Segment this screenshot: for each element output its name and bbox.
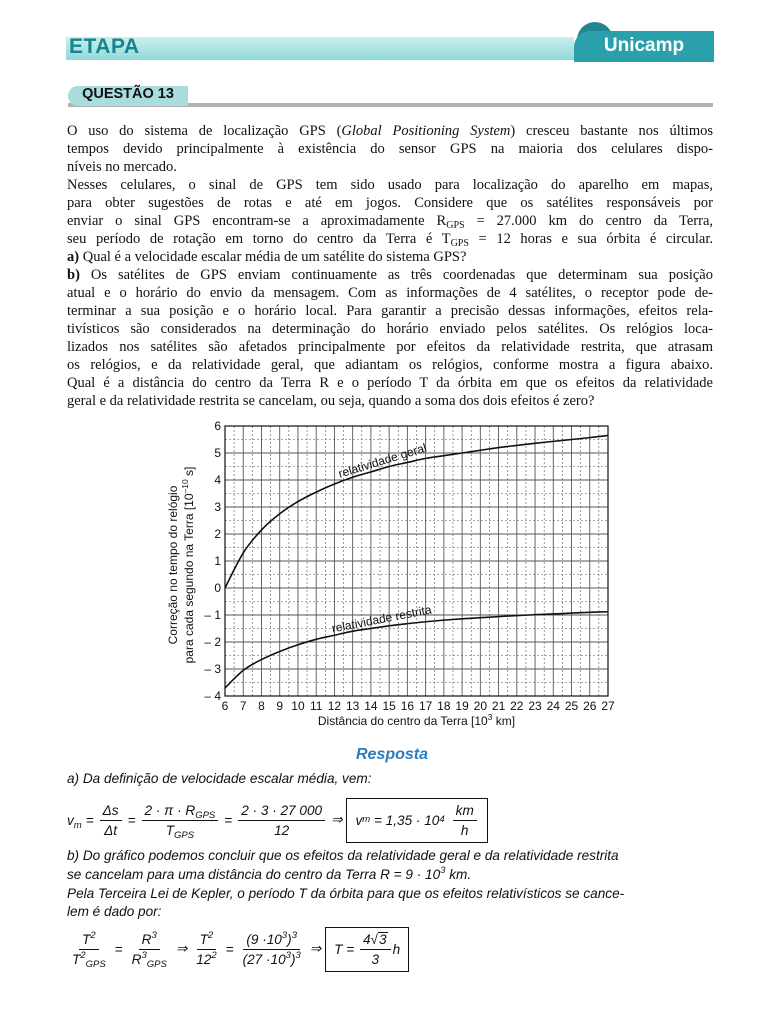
x-tick-label: 19	[455, 699, 469, 713]
fraction-denominator: 3	[371, 951, 380, 967]
fraction-denominator	[193, 950, 219, 968]
formula-exponent: 2	[80, 949, 86, 961]
x-tick-label: 22	[510, 699, 524, 713]
statement-line: tempos devido principalmente à existência do sensor GPS na maioria dos celulares dispo-	[67, 141, 713, 157]
y-axis-label-line2	[180, 467, 196, 664]
x-tick-label: 10	[291, 699, 305, 713]
x-tick-label: 12	[327, 699, 342, 713]
statement-line	[67, 122, 713, 140]
x-axis-label	[318, 712, 515, 728]
statement-line: para obter sugestões de rotas e até em jogos. Considere que os satélites responsáveis por	[67, 195, 713, 211]
formula-equals: =	[85, 812, 94, 828]
formula-subscript: GPS	[195, 809, 216, 821]
statement-italic-term: Global Positioning System	[341, 123, 511, 139]
y-tick-label: 3	[214, 500, 221, 514]
statement-line	[67, 230, 713, 248]
question-statement	[67, 122, 713, 410]
formula-text: 2 · π · R	[144, 802, 196, 818]
answer-b-line: lem é dado por:	[67, 904, 162, 919]
answer-text: km.	[445, 867, 472, 882]
relativity-correction-chart	[150, 415, 620, 735]
fraction-t-ratio	[69, 931, 109, 968]
statement-text: = 12 horas e sua órbita é circular.	[468, 231, 713, 247]
exam-name: Unicamp	[603, 35, 685, 56]
result-fraction	[360, 931, 391, 968]
formula-text: )	[287, 931, 292, 947]
formula-text: (9 ·10	[246, 931, 282, 947]
x-tick-label: 11	[309, 699, 323, 713]
fraction-ds-dt	[100, 802, 122, 839]
statement-line	[67, 248, 713, 266]
x-tick-label: 21	[491, 699, 506, 713]
fraction-denominator: Δt	[104, 822, 118, 838]
sqrt-argument: 3	[379, 931, 387, 947]
series-line-relatividade-restrita	[225, 612, 608, 688]
item-label-a: a)	[67, 249, 80, 265]
fraction-distance-ratio	[240, 931, 304, 968]
implies-arrow: ⇒	[331, 812, 343, 827]
fraction-denominator	[129, 950, 170, 968]
fraction-denominator	[163, 821, 197, 839]
brand-logo: ETAPA	[69, 35, 140, 58]
result-unit: h	[392, 941, 401, 957]
formula-exponent: 3	[141, 949, 147, 961]
x-tick-label: 17	[418, 699, 433, 713]
y-tick-label: – 1	[204, 608, 221, 622]
sqrt-sign: √	[370, 931, 378, 947]
x-tick-label: 16	[400, 699, 415, 713]
formula-subscript: m	[73, 819, 82, 831]
statement-line: tivísticos são considerados na determinação do horário enviado pelos satélites. Os relógios loca-	[67, 321, 713, 337]
question-label: QUESTÃO 13	[68, 86, 188, 106]
y-axis-label-unit: s]	[182, 466, 196, 480]
statement-line: lizados nos satélites são afetados principalmente por efeitos da relatividade restrita, que atrasam	[67, 339, 713, 355]
answer-b-line: b) Do gráfico podemos concluir que os efeitos da relatividade geral e da relatividade restrita	[67, 848, 619, 863]
formula-text: (27 ·10	[242, 951, 286, 967]
formula-exponent: 3	[281, 929, 288, 941]
implies-arrow: ⇒	[309, 941, 322, 956]
y-axis-label-text: para cada segundo na Terra [10	[182, 493, 196, 664]
fraction-numerator	[243, 931, 300, 950]
statement-line: os relógios, e da relatividade geral, que adiantam os relógios, conforme mostra a figura abaixo.	[67, 357, 713, 373]
formula-symbol: v	[67, 812, 74, 828]
fraction-numerator	[360, 931, 391, 950]
formula-symbol: R	[131, 951, 142, 967]
statement-text: seu período de rotação em torno do centro da Terra é T	[67, 231, 451, 247]
formula-text: )	[290, 951, 296, 967]
formula-vm	[67, 812, 82, 831]
formula-symbol: T	[199, 931, 208, 947]
fraction-numerator	[79, 931, 99, 950]
answer-title: Resposta	[355, 746, 429, 763]
statement-text: = 27.000 km do centro da Terra,	[464, 213, 714, 229]
fraction-numerator: km	[453, 802, 477, 821]
item-label-b: b)	[67, 267, 80, 283]
formula-subscript: GPS	[85, 958, 106, 970]
statement-line	[67, 212, 713, 230]
fraction-denominator: 12	[274, 822, 290, 838]
answer-a-intro: a) Da definição de velocidade escalar média, vem:	[67, 771, 372, 786]
answer-b-formula	[67, 925, 409, 973]
formula-symbol: T	[82, 931, 91, 947]
x-tick-label: 27	[601, 699, 615, 713]
result-unit	[453, 802, 477, 839]
y-axis-label-line1: Correção no tempo do relógio	[166, 485, 180, 645]
result-symbol: T =	[334, 941, 358, 957]
statement-line: Qual é a distância do centro da Terra R e o período T da órbita em que os efeitos da relatividade	[67, 375, 713, 391]
y-tick-label: – 3	[204, 662, 221, 676]
fraction-t-12	[193, 931, 219, 968]
x-tick-label: 14	[364, 699, 378, 713]
fraction-numerator: Δs	[100, 802, 122, 821]
result-box-b	[325, 927, 409, 972]
x-axis-label-unit: km]	[492, 714, 516, 728]
square-root	[371, 931, 388, 948]
fraction-numerator	[142, 802, 219, 821]
x-tick-label: 7	[239, 699, 247, 713]
formula-exponent: 2	[211, 949, 217, 961]
fraction-denominator	[240, 950, 304, 968]
y-tick-label: 6	[214, 419, 221, 433]
formula-subscript: GPS	[174, 829, 195, 841]
formula-exponent: 3	[151, 929, 157, 941]
statement-line: níveis no mercado.	[67, 159, 177, 175]
x-tick-label: 26	[583, 699, 597, 713]
statement-subscript: GPS	[446, 220, 465, 231]
statement-text: Qual é a velocidade escalar média de um satélite do sistema GPS?	[79, 249, 467, 265]
x-tick-label: 6	[221, 699, 229, 713]
answer-a-formula	[67, 797, 488, 843]
formula-exponent: 3	[291, 929, 297, 941]
answer-b-line: Pela Terceira Lei de Kepler, o período T da órbita para que os efeitos relativísticos se cance-	[67, 886, 625, 901]
formula-equals: =	[224, 812, 233, 828]
series-label-relatividade-restrita: relatividade restrita	[330, 602, 433, 636]
statement-line	[67, 266, 713, 284]
formula-subscript: GPS	[146, 958, 167, 970]
result-value: = 1,35 · 10	[370, 812, 440, 828]
x-tick-label: 23	[528, 699, 542, 713]
y-tick-label: 1	[214, 554, 221, 568]
result-box-a: v m = 1,35 · 10 4 $\frac{km}{h}$	[346, 798, 487, 843]
formula-symbol: R	[141, 931, 152, 947]
answer-b-line	[67, 867, 471, 882]
statement-line: terminar a sua posição e o horário local. Para garantir a precisão dessas informações, efeitos rela-	[67, 303, 713, 319]
x-axis-label-superscript: 3	[487, 712, 493, 722]
x-tick-label: 25	[564, 699, 579, 713]
formula-exponent: 3	[285, 949, 291, 961]
statement-line: atual e o horário do envio da mensagem. Com as informações de 4 satélites, o receptor pode de-	[67, 285, 713, 301]
fraction-r-ratio	[129, 931, 170, 968]
header-bar	[66, 37, 574, 60]
formula-exponent: 3	[295, 949, 301, 961]
x-tick-label: 20	[473, 699, 488, 713]
statement-text: ) cresceu bastante nos últimos	[510, 123, 713, 139]
x-tick-label: 15	[382, 699, 396, 713]
x-tick-label: 8	[258, 699, 265, 713]
x-tick-label: 9	[276, 699, 284, 713]
formula-symbol: v	[355, 812, 363, 828]
answer-text: se cancelam para uma distância do centro da Terra R = 9 · 10	[67, 867, 441, 882]
answer-superscript: 3	[440, 865, 446, 876]
fraction-numerator	[197, 931, 217, 950]
formula-symbol: T	[72, 951, 81, 967]
y-tick-label: 5	[214, 446, 221, 460]
formula-exponent: 2	[90, 929, 96, 941]
formula-text: T	[165, 822, 175, 838]
y-tick-label: – 4	[204, 689, 221, 703]
statement-subscript: GPS	[450, 238, 469, 249]
series-label-relatividade-geral: relatividade geral	[336, 440, 429, 481]
fraction-numerator: 2 · 3 · 27 000	[238, 802, 325, 821]
formula-equals: =	[127, 812, 136, 828]
fraction-numeric	[238, 802, 325, 839]
formula-number: 12	[196, 951, 212, 967]
statement-text: Os satélites de GPS enviam continuamente as três coordenadas que determinam sua posição	[79, 267, 713, 283]
fraction-denominator	[69, 950, 109, 968]
formula-number: 4	[362, 931, 371, 947]
statement-line: Nesses celulares, o sinal de GPS tem sido usado para localização do aparelho em mapas,	[67, 177, 713, 193]
y-tick-label: 0	[214, 581, 221, 595]
y-tick-label: 2	[214, 527, 221, 541]
x-tick-label: 13	[345, 699, 360, 713]
formula-equals: =	[225, 941, 234, 957]
x-axis-label-text: Distância do centro da Terra [10	[317, 714, 488, 728]
statement-line: geral e da relatividade restrita se cancelam, ou seja, quando a soma dos dois efeitos é zero?	[67, 393, 595, 409]
implies-arrow: ⇒	[175, 941, 188, 956]
x-tick-label: 18	[437, 699, 451, 713]
y-tick-label: – 2	[204, 635, 221, 649]
fraction-numerator	[139, 931, 160, 950]
formula-equals: =	[114, 941, 123, 957]
x-tick-label: 24	[546, 699, 560, 713]
y-axis-label-superscript: –10	[180, 479, 190, 494]
y-tick-label: 4	[214, 473, 221, 487]
fraction-denominator: h	[460, 822, 469, 838]
formula-exponent: 2	[207, 929, 214, 941]
statement-text: O uso do sistema de localização GPS (	[67, 123, 342, 139]
fraction-orbit	[142, 802, 219, 839]
statement-text: enviar o sinal GPS encontram-se a aproximadamente R	[67, 213, 447, 229]
